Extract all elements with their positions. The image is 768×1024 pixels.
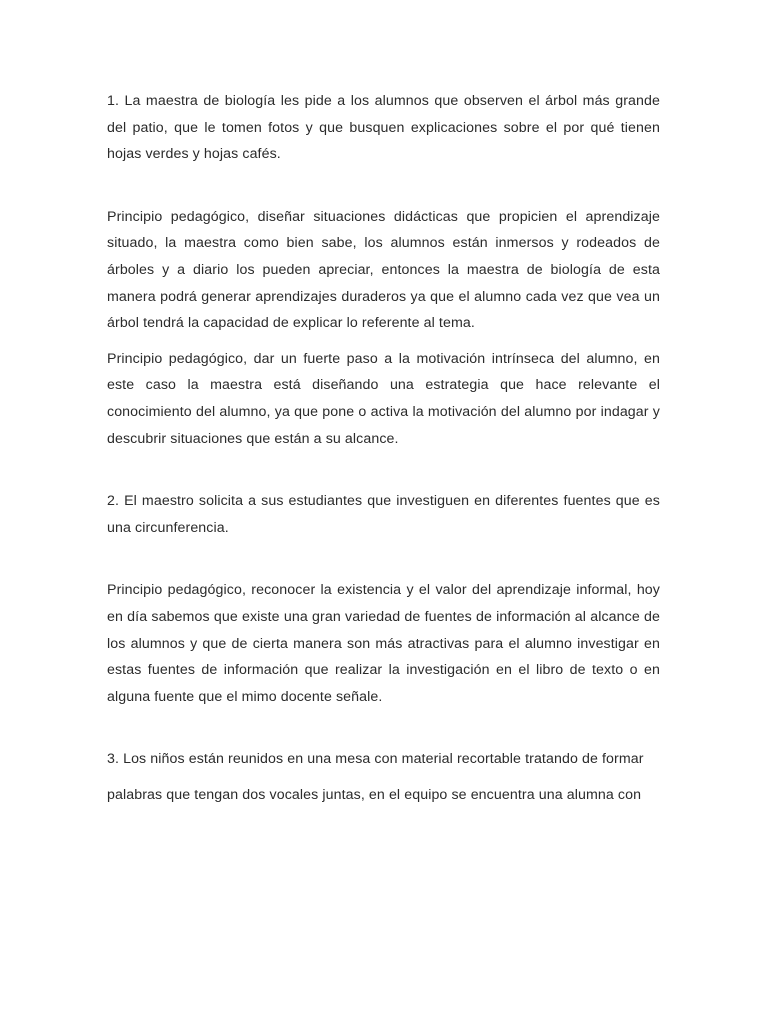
paragraph-spacer [107,168,660,204]
question-3-continuation-paragraph: palabras que tengan dos vocales juntas, en el equipo se encuentra una alumna con [107,786,642,803]
paragraph-spacer [107,541,660,577]
paragraph-spacer [107,773,660,782]
question-1-paragraph: 1. La maestra de biología les pide a los alumnos que observen el árbol más grande del patio, que le tomen fotos y que busquen explicaciones sobre el por qué tienen hojas verdes y hojas cafés. [107,93,660,163]
question-3-paragraph: 3. Los niños están reunidos en una mesa con material recortable tratando de formar [107,751,644,768]
principle-paragraph-situated-learning: Principio pedagógico, diseñar situaciones didácticas que propicien el aprendizaje situado, la maestra como bien sabe, los alumnos están inmersos y rodeados de árboles y a diario los pueden apreciar, entonces la maestra de biología de esta manera podrá generar aprendizajes duraderos ya que el alumno cada vez que vea un árbol tendrá la capacidad de explicar lo referente al tema. [107,208,660,332]
document-page [107,88,660,808]
paragraph-spacer [107,710,660,746]
paragraph-spacer [107,337,660,346]
principle-paragraph-informal-learning: Principio pedagógico, reconocer la existencia y el valor del aprendizaje informal, hoy en día sabemos que existe una gran variedad de fuentes de información al alcance de los alumnos y que de cierta manera son más atractivas para el alumno investigar en estas fuentes de información que realizar la investigación en el libro de texto o en alguna fuente que el mimo docente señale. [107,582,660,705]
paragraph-spacer [107,452,660,488]
principle-paragraph-intrinsic-motivation: Principio pedagógico, dar un fuerte paso a la motivación intrínseca del alumno, en este caso la maestra está diseñando una estrategia que hace relevante el conocimiento del alumno, ya que pone o activa la motivación del alumno por indagar y descubrir situaciones que están a su alcance. [107,350,660,447]
question-2-paragraph: 2. El maestro solicita a sus estudiantes que investiguen en diferentes fuentes que es una circunferencia. [107,493,660,536]
